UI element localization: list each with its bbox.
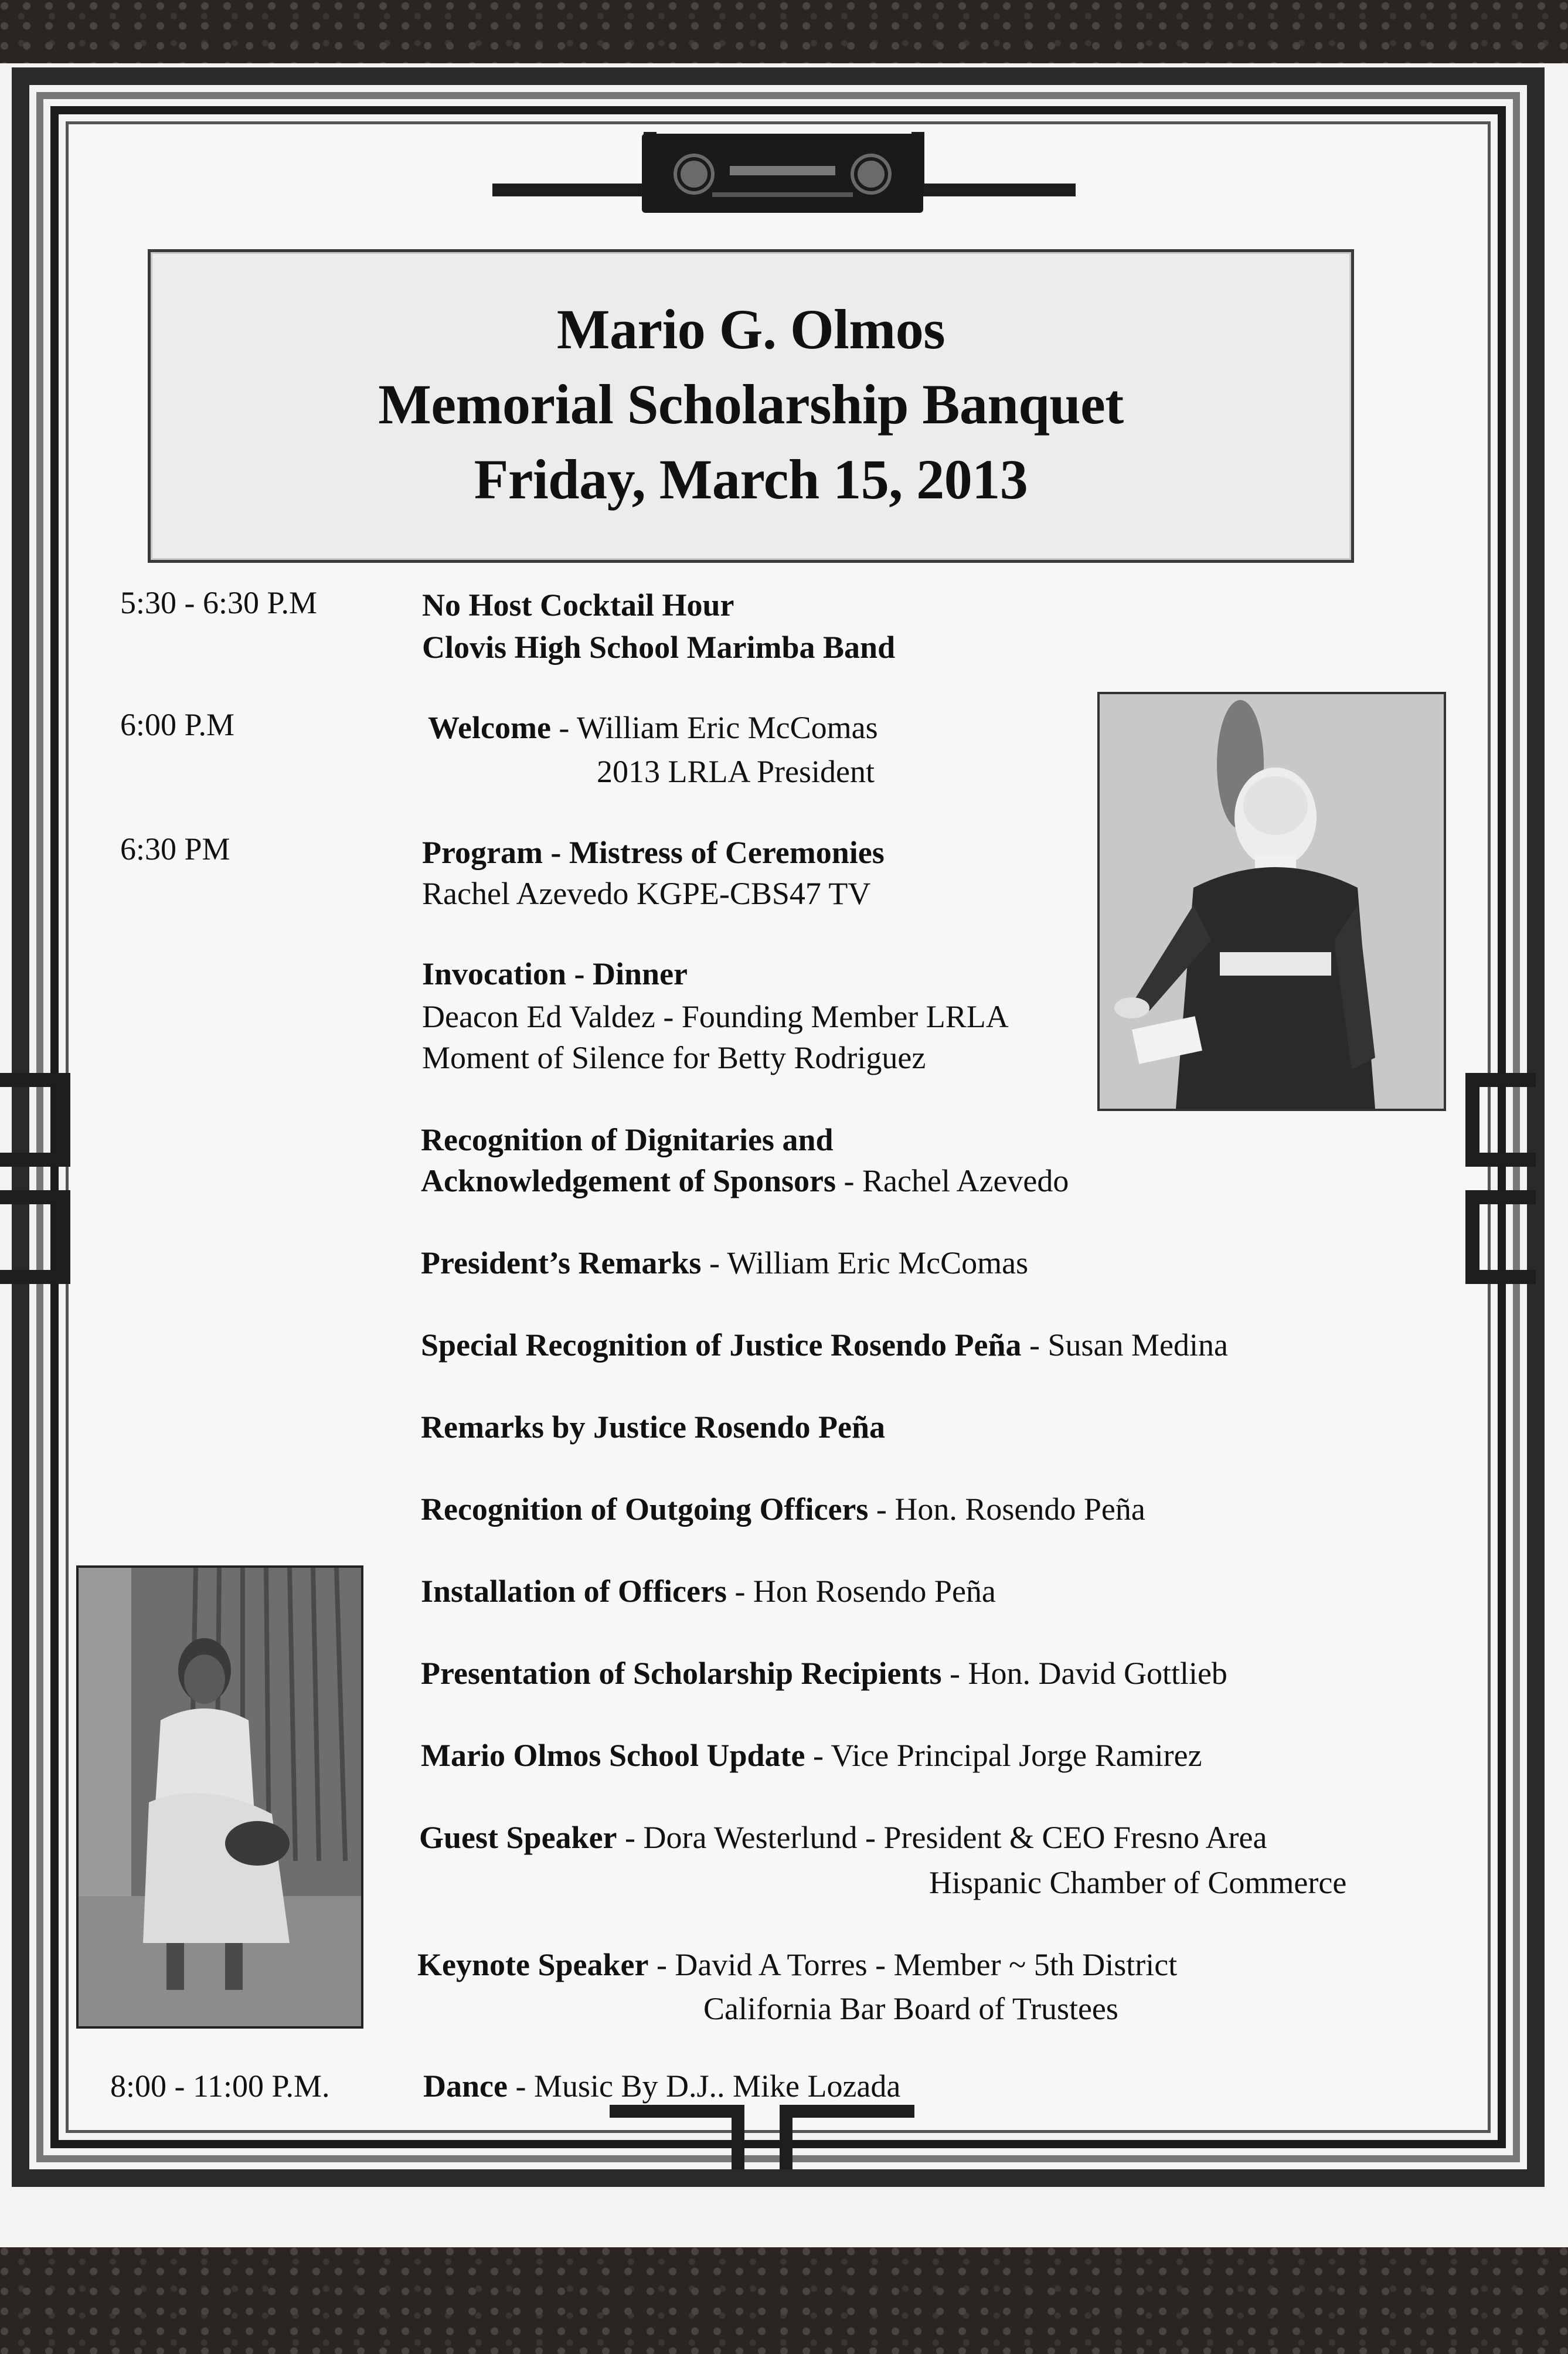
item-detail: Hispanic Chamber of Commerce xyxy=(929,1865,1347,1900)
item-title: President’s Remarks xyxy=(421,1245,702,1280)
item-detail: - Hon. David Gottlieb xyxy=(941,1656,1227,1691)
program-line xyxy=(421,1242,1028,1284)
item-detail: Moment of Silence for Betty Rodriguez xyxy=(422,1040,926,1075)
item-detail: - Rachel Azevedo xyxy=(836,1163,1069,1198)
item-title: No Host Cocktail Hour xyxy=(422,587,734,623)
ornament-circle xyxy=(854,157,888,191)
greek-key-ornament xyxy=(610,2105,744,2169)
item-detail: - Music By D.J.. Mike Lozada xyxy=(507,2068,901,2104)
item-detail: - Susan Medina xyxy=(1021,1327,1228,1363)
item-title: Presentation of Scholarship Recipients xyxy=(421,1656,942,1691)
greek-key-ornament xyxy=(780,2105,914,2169)
greek-key-ornament xyxy=(492,132,657,196)
item-detail: Deacon Ed Valdez - Founding Member LRLA xyxy=(422,999,1009,1034)
item-title: Recognition of Outgoing Officers xyxy=(421,1492,869,1527)
program-line xyxy=(423,2065,900,2107)
item-title: Invocation - Dinner xyxy=(422,956,688,991)
program-line xyxy=(428,706,878,749)
program-line xyxy=(597,750,875,793)
item-title: Remarks by Justice Rosendo Peña xyxy=(421,1409,885,1445)
item-title: Guest Speaker xyxy=(419,1820,617,1855)
carpet-background-top xyxy=(0,0,1568,70)
greek-key-ornament xyxy=(911,132,1076,196)
aztec-centerpiece-ornament xyxy=(642,134,923,213)
item-title: Special Recognition of Justice Rosendo Peña xyxy=(421,1327,1022,1363)
program-line xyxy=(929,1862,1346,1904)
title-line-1: Mario G. Olmos xyxy=(556,298,945,361)
woman-photograph xyxy=(76,1565,363,2029)
portrait-engraving-graphic xyxy=(1100,694,1444,1109)
item-detail: - Hon. Rosendo Peña xyxy=(868,1492,1145,1527)
title-line-3: Friday, March 15, 2013 xyxy=(474,448,1028,511)
item-detail: 2013 LRLA President xyxy=(597,754,875,789)
item-title: Welcome xyxy=(428,710,551,745)
title-box xyxy=(148,249,1354,563)
program-line xyxy=(422,831,885,874)
time-label: 6:00 P.M xyxy=(120,707,235,742)
program-line xyxy=(421,1406,885,1448)
item-title: Mario Olmos School Update xyxy=(421,1738,805,1773)
item-detail: Rachel Azevedo KGPE-CBS47 TV xyxy=(422,876,871,911)
item-detail: California Bar Board of Trustees xyxy=(703,1991,1118,2026)
program-line xyxy=(703,1988,1118,2030)
item-detail: - Hon Rosendo Peña xyxy=(726,1574,996,1609)
item-detail: - David A Torres - Member ~ 5th District xyxy=(648,1947,1178,1982)
item-title: Recognition of Dignitaries and xyxy=(421,1122,834,1157)
program-line xyxy=(421,1119,834,1161)
greek-key-ornament xyxy=(1465,1190,1536,1284)
program-line xyxy=(422,1037,926,1079)
program-line xyxy=(422,584,734,626)
item-detail: - Dora Westerlund - President & CEO Fresno Area xyxy=(617,1820,1267,1855)
program-line xyxy=(419,1816,1267,1859)
ornament-bar xyxy=(712,192,853,197)
carpet-background-bottom xyxy=(0,2246,1568,2354)
title-line-2: Memorial Scholarship Banquet xyxy=(378,373,1124,436)
item-detail: - William Eric McComas xyxy=(701,1245,1029,1280)
ornament-circle xyxy=(677,157,711,191)
program-line xyxy=(421,1324,1228,1366)
program-line xyxy=(417,1944,1177,1986)
time-label: 6:30 PM xyxy=(120,831,230,867)
program-line xyxy=(421,1652,1227,1694)
item-title: Keynote Speaker xyxy=(417,1947,649,1982)
program-line xyxy=(421,1734,1202,1776)
item-detail: - Vice Principal Jorge Ramirez xyxy=(805,1738,1202,1773)
item-title: Dance xyxy=(423,2068,508,2104)
program-line xyxy=(421,1570,996,1612)
item-title: Clovis High School Marimba Band xyxy=(422,630,896,665)
greek-key-ornament xyxy=(0,1190,70,1284)
time-label: 8:00 - 11:00 P.M. xyxy=(110,2068,330,2104)
item-detail: - William Eric McComas xyxy=(550,710,878,745)
greek-key-ornament xyxy=(0,1073,70,1167)
portrait-engraving xyxy=(1097,692,1446,1111)
greek-key-ornament xyxy=(1465,1073,1536,1167)
time-label: 5:30 - 6:30 P.M xyxy=(120,585,318,620)
item-title: Program - Mistress of Ceremonies xyxy=(422,835,885,870)
item-title: Installation of Officers xyxy=(421,1574,727,1609)
program-line xyxy=(422,953,688,995)
ornament-bar xyxy=(730,166,835,175)
program-line xyxy=(421,1488,1145,1530)
item-title: Acknowledgement of Sponsors xyxy=(421,1163,836,1198)
program-line xyxy=(422,996,1009,1038)
woman-photograph-graphic xyxy=(79,1568,361,2026)
program-line xyxy=(422,872,870,915)
program-line xyxy=(422,626,895,668)
program-line xyxy=(421,1160,1069,1202)
